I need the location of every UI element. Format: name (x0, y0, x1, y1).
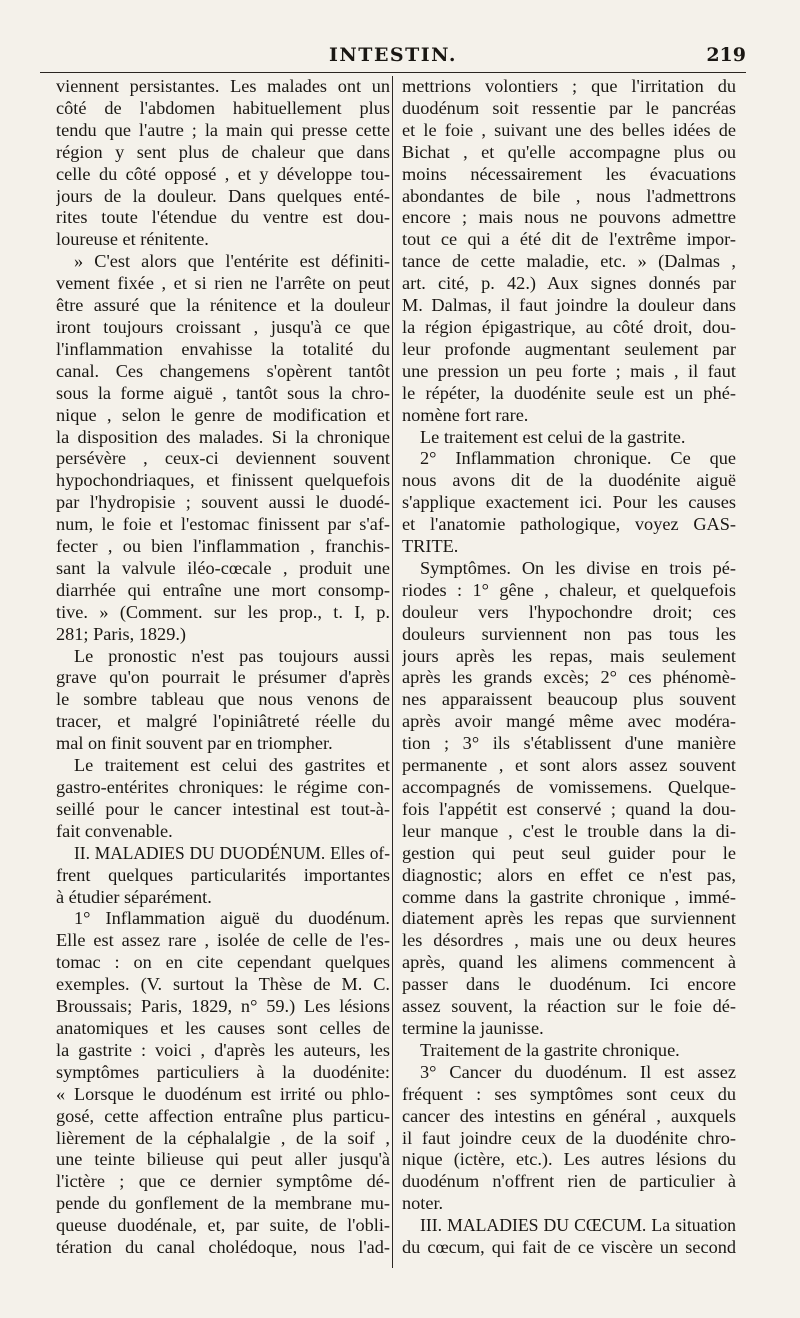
text-line: nomène fort rare. (402, 404, 529, 425)
text-line: frent quelques particularités importantes (56, 864, 390, 885)
text-line: duodénum soit ressentie par le pancréas (402, 97, 736, 118)
text-line: diagnostic; alors en effet ce n'est pas, (402, 864, 736, 885)
text-line: exemples. (V. surtout la Thèse de M. C. (56, 974, 390, 995)
text-line: encore ; mais nous ne pouvons admettre (402, 207, 736, 228)
text-line: rites toute l'étendue du ventre est dou- (56, 207, 390, 228)
text-line: à étudier séparément. (56, 886, 212, 907)
text-line: accompagnés de vomissemens. Quelque- (402, 777, 736, 797)
text-line: gastro-entérites chroniques: le régime con- (56, 777, 390, 797)
text-line: queuse duodénale, et, par suite, de l'obli- (56, 1215, 390, 1236)
page-number: 219 (706, 44, 746, 66)
text-line: riodes : 1° gêne , chaleur, et quelquefois (402, 579, 736, 600)
right-column (402, 76, 736, 1259)
text-line: une pression un peu forte ; mais , il faut (402, 360, 736, 381)
text-line: Traitement de la gastrite chronique. (420, 1039, 680, 1060)
text-line: après, quand les alimens commencent à (402, 952, 736, 973)
text-line: du cœcum, qui fait de ce viscère un second (402, 1237, 736, 1258)
running-title: INTESTIN. (329, 44, 457, 66)
text-line: grave qu'on pourrait le présumer d'après (56, 667, 390, 688)
text-line: les désordres , mais une ou deux heures (402, 930, 736, 951)
text-line: lièrement de la céphalalgie , de la soif , (56, 1127, 390, 1148)
text-line: sous la forme aiguë , tantôt sous la chro- (56, 382, 390, 403)
text-line: seillé pour le cancer intestinal est tout-à- (56, 798, 390, 819)
text-line: mal on finit souvent par en triompher. (56, 733, 333, 754)
text-line: la gastrite : voici , d'après les auteurs, les (56, 1039, 390, 1060)
page-header (40, 44, 746, 72)
text-line: jours après les repas, mais seulement (402, 645, 736, 666)
text-line: gestion qui peut seul guider pour le (402, 842, 736, 863)
text-line: par l'hydropisie ; souvent aussi le duodé- (56, 492, 390, 513)
text-line: gosé, cette affection entraîne plus particu- (56, 1105, 390, 1126)
text-line: il faut joindre ceux de la duodénite chro- (402, 1127, 736, 1148)
text-line: nous avons dit de la duodénite aiguë (402, 470, 736, 491)
text-line: l'ictère ; que ce dernier symptôme dé- (56, 1171, 390, 1192)
text-line: Le traitement est celui de la gastrite. (420, 426, 686, 447)
text-line: 281; Paris, 1829.) (56, 623, 186, 644)
text-line: une teinte bilieuse qui peut aller jusqu'à (56, 1149, 390, 1170)
text-line: le sombre tableau que nous venons de (56, 689, 390, 710)
text-line: loureuse et rénitente. (56, 229, 209, 250)
text-line: noter. (402, 1193, 444, 1214)
text-line: tération du canal cholédoque, nous l'ad- (56, 1237, 390, 1258)
text-line: Symptômes. On les divise en trois pé- (420, 557, 736, 578)
text-line: s'applique exactement ici. Pour les causes (402, 492, 736, 513)
text-line: diatement après les repas que surviennent (402, 908, 736, 929)
text-line: nes apparaissent beaucoup plus souvent (402, 689, 736, 710)
text-line: passer dans le duodénum. Ici encore (402, 974, 736, 995)
text-line: tomac : on en cite cependant quelques (56, 952, 390, 973)
text-line: nique (ictère, etc.). Les autres lésions du (402, 1149, 736, 1170)
text-line: douleur vers l'hypochondre droit; ces (402, 601, 736, 622)
text-line: et le foie , suivant une des belles idées de (402, 119, 736, 140)
text-line: permanente , et sont alors assez souvent (402, 755, 736, 776)
text-line: hypochondriaques, et finissent quelquefois (56, 470, 390, 491)
text-line: III. MALADIES DU CŒCUM. La situation (420, 1215, 736, 1236)
text-line: après les grands excès; 2° ces phénomè- (402, 667, 736, 688)
text-line: duodénum n'offrent rien de particulier à (402, 1171, 736, 1192)
text-line: tion ; 3° ils s'établissent d'une manière (402, 733, 736, 754)
text-line: num, le foie et l'estomac finissent par s'af- (56, 514, 390, 535)
text-line: canal. Ces changemens s'opèrent tantôt (56, 360, 390, 381)
text-line: moins nécessairement les évacuations (402, 163, 736, 184)
text-line: fecter , ou bien l'inflammation , franchis- (56, 536, 390, 557)
text-line: fois l'appétit est conservé ; quand la dou- (402, 798, 736, 819)
text-line: fréquent : ses symptômes sont ceux du (402, 1083, 736, 1104)
text-line: tout ce qui a été dit de l'extrême impor- (402, 229, 736, 250)
text-line: tive. » (Comment. sur les prop., t. I, p. (56, 601, 390, 622)
text-line: tance de cette maladie, etc. » (Dalmas , (402, 251, 736, 272)
text-line: tendu que l'autre ; la main qui presse cette (56, 119, 390, 140)
text-line: le répéter, la duodénite seule est un phé- (402, 382, 736, 403)
text-line: région y sent plus de chaleur que dans (56, 141, 390, 162)
text-line: vement fixée , et si rien ne l'arrête on peut (56, 273, 390, 294)
text-line: diarrhée qui entraîne une mort consomp- (56, 579, 390, 600)
text-line: 2° Inflammation chronique. Ce que (420, 448, 736, 469)
left-column (56, 76, 390, 1259)
text-line: symptômes particuliers à la duodénite: (56, 1061, 390, 1082)
text-line: M. Dalmas, il faut joindre la douleur dans (402, 295, 736, 316)
text-line: 3° Cancer du duodénum. Il est assez (420, 1061, 736, 1082)
text-line: TRITE. (402, 536, 459, 557)
text-line: abondantes de bile , nous l'admettrons (402, 185, 736, 206)
text-line: et l'anatomie pathologique, voyez GAS- (402, 514, 736, 535)
text-line: fait convenable. (56, 820, 173, 841)
text-line: jours de la douleur. Dans quelques enté- (56, 185, 390, 206)
text-line: assez souvent, la réaction sur le foie dé- (402, 996, 736, 1017)
text-line: comme dans la gastrite chronique , immé- (402, 886, 736, 907)
text-line: mettrions volontiers ; que l'irritation du (402, 76, 736, 96)
text-line: anatomiques et les causes sont celles de (56, 1017, 390, 1038)
text-line: celle du côté opposé , et y développe tou- (56, 163, 390, 184)
text-line: leur manque , c'est le trouble dans la di- (402, 820, 736, 841)
text-line: persévère , ceux-ci deviennent souvent (56, 448, 390, 469)
text-line: nique , selon le genre de modification et (56, 404, 390, 425)
text-line: être assuré que la rénitence et la douleur (56, 295, 390, 316)
column-divider (392, 76, 393, 1268)
text-line: après avoir mangé même avec modéra- (402, 711, 736, 732)
text-line: tracer, et malgré l'opiniâtreté réelle du (56, 711, 390, 732)
text-line: la région épigastrique, au côté droit, dou- (402, 316, 736, 337)
text-line: viennent persistantes. Les malades ont un (56, 76, 390, 96)
text-line: Broussais; Paris, 1829, n° 59.) Les lésions (56, 996, 390, 1017)
text-line: côté de l'abdomen habituellement plus (56, 97, 390, 118)
text-line: sant la valvule iléo-cœcale , produit une (56, 557, 390, 578)
text-line: la disposition des malades. Si la chronique (56, 426, 390, 447)
text-line: leur profonde augmentant seulement par (402, 338, 736, 359)
text-line: termine la jaunisse. (402, 1017, 544, 1038)
text-line: iront toujours croissant , jusqu'à ce que (56, 316, 390, 337)
text-line: « Lorsque le duodénum est irrité ou phlo- (56, 1083, 390, 1104)
text-line: cancer des intestins en général , auxquels (402, 1105, 736, 1126)
text-line: Le traitement est celui des gastrites et (74, 755, 390, 776)
text-line: Elle est assez rare , isolée de celle de l'es- (56, 930, 390, 951)
text-line: art. cité, p. 42.) Aux signes donnés par (402, 273, 736, 294)
text-line: » C'est alors que l'entérite est définiti- (74, 251, 390, 272)
text-line: 1° Inflammation aiguë du duodénum. (74, 908, 390, 929)
text-line: II. MALADIES DU DUODÉNUM. Elles of- (74, 842, 390, 863)
text-line: pende du gonflement de la membrane mu- (56, 1193, 390, 1214)
text-line: l'inflammation envahisse la totalité du (56, 338, 390, 359)
text-line: Bichat , et qu'elle accompagne plus ou (402, 141, 736, 162)
text-line: douleurs surviennent non pas tous les (402, 623, 736, 644)
text-line: Le pronostic n'est pas toujours aussi (74, 645, 390, 666)
header-rule (40, 72, 746, 73)
